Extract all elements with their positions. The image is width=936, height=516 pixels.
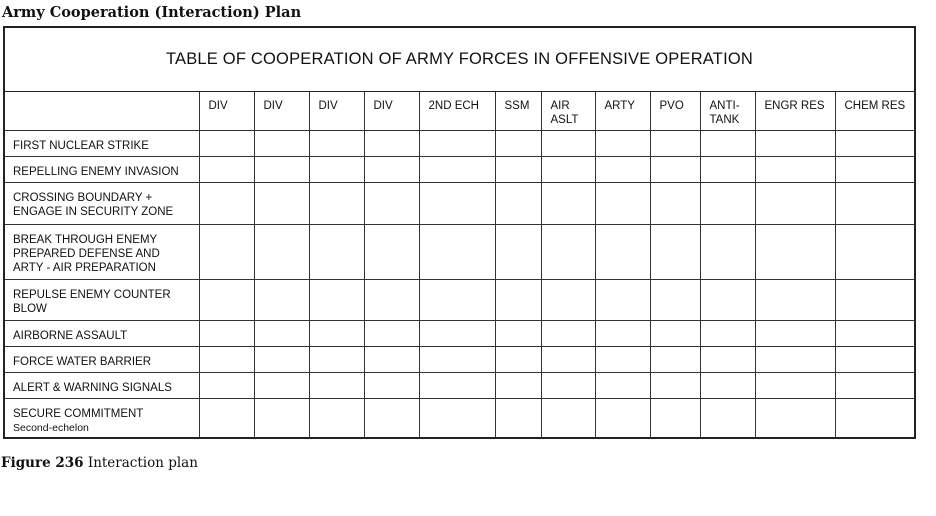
table-cell	[309, 320, 364, 346]
row-label	[5, 224, 199, 279]
table-cell	[700, 279, 755, 320]
table-cell	[835, 130, 914, 156]
table-cell	[364, 398, 419, 438]
table-cell	[199, 372, 254, 398]
column-header: ARTY	[595, 92, 650, 130]
table-cell	[309, 279, 364, 320]
table-cell	[495, 346, 541, 372]
table-cell	[755, 224, 835, 279]
table-cell	[541, 279, 595, 320]
header-row	[5, 92, 914, 130]
table-cell	[419, 130, 495, 156]
table-cell	[495, 398, 541, 438]
table-cell	[595, 372, 650, 398]
table-cell	[650, 320, 700, 346]
column-header: DIV	[364, 92, 419, 130]
table-cell	[309, 156, 364, 182]
table-cell	[419, 320, 495, 346]
table-cell	[495, 182, 541, 224]
row-label-text: AIRBORNE ASSAULT	[13, 329, 128, 342]
column-header: DIV	[254, 92, 309, 130]
table-cell	[254, 346, 309, 372]
row-label-text: CROSSING BOUNDARY + ENGAGE IN SECURITY ZONE	[13, 191, 174, 218]
table-cell	[495, 130, 541, 156]
caption-text: Interaction plan	[87, 455, 198, 471]
table-cell	[419, 224, 495, 279]
row-label	[5, 346, 199, 372]
table-cell	[541, 156, 595, 182]
row-label-text: REPELLING ENEMY INVASION	[13, 165, 179, 178]
column-header: ENGR RES	[755, 92, 835, 130]
table-cell	[254, 279, 309, 320]
table-cell	[199, 182, 254, 224]
page-title: Army Cooperation (Interaction) Plan	[2, 4, 302, 21]
table-cell	[755, 182, 835, 224]
column-header: PVO	[650, 92, 700, 130]
table-row	[5, 182, 914, 224]
corner-cell	[5, 92, 199, 130]
table-cell	[755, 372, 835, 398]
figure-label: Figure 236	[1, 455, 84, 471]
table-cell	[199, 130, 254, 156]
table-cell	[364, 346, 419, 372]
table-cell	[254, 320, 309, 346]
row-label-text: SECURE COMMITMENT	[13, 407, 144, 420]
table-row	[5, 398, 914, 438]
table-cell	[419, 279, 495, 320]
table-cell	[309, 224, 364, 279]
table-cell	[364, 279, 419, 320]
table-cell	[254, 372, 309, 398]
row-label	[5, 372, 199, 398]
row-label-text: ALERT & WARNING SIGNALS	[13, 381, 172, 394]
column-header: SSM	[495, 92, 541, 130]
table-row	[5, 320, 914, 346]
table-row	[5, 279, 914, 320]
table-cell	[254, 182, 309, 224]
table-cell	[254, 398, 309, 438]
row-label-text: BREAK THROUGH ENEMY PREPARED DEFENSE AND ARTY - AIR PREPARATION	[13, 233, 160, 274]
table-row	[5, 130, 914, 156]
table-cell	[495, 156, 541, 182]
cooperation-table	[3, 26, 916, 439]
table-cell	[755, 320, 835, 346]
column-header: AIR ASLT	[541, 92, 595, 130]
table-cell	[835, 398, 914, 438]
table-cell	[755, 279, 835, 320]
table-cell	[835, 279, 914, 320]
table-cell	[495, 224, 541, 279]
row-sublabel-text: Second-echelon	[13, 421, 89, 434]
column-header: DIV	[309, 92, 364, 130]
table-cell	[700, 372, 755, 398]
table-cell	[595, 182, 650, 224]
column-header: ANTI- TANK	[700, 92, 755, 130]
table-cell	[650, 224, 700, 279]
table-cell	[650, 130, 700, 156]
table-cell	[419, 182, 495, 224]
figure-caption	[1, 455, 198, 471]
table-cell	[755, 156, 835, 182]
table-cell	[700, 346, 755, 372]
table-cell	[700, 398, 755, 438]
row-label	[5, 279, 199, 320]
row-label-text: FIRST NUCLEAR STRIKE	[13, 139, 149, 152]
table-cell	[755, 346, 835, 372]
table-cell	[595, 346, 650, 372]
column-header: DIV	[199, 92, 254, 130]
table-cell	[700, 320, 755, 346]
table-cell	[495, 279, 541, 320]
table-cell	[541, 130, 595, 156]
table-cell	[199, 398, 254, 438]
table-cell	[650, 398, 700, 438]
table-cell	[419, 372, 495, 398]
table-cell	[254, 224, 309, 279]
table-cell	[541, 346, 595, 372]
table-cell	[835, 156, 914, 182]
row-label	[5, 398, 199, 438]
table-cell	[541, 182, 595, 224]
table-cell	[595, 320, 650, 346]
row-label	[5, 130, 199, 156]
table-cell	[595, 224, 650, 279]
table-cell	[650, 346, 700, 372]
table-cell	[650, 372, 700, 398]
table-cell	[364, 130, 419, 156]
table-cell	[364, 182, 419, 224]
table-cell	[199, 279, 254, 320]
table-cell	[364, 224, 419, 279]
table-heading: TABLE OF COOPERATION OF ARMY FORCES IN OFFENSIVE OPERATION	[5, 28, 914, 92]
table-cell	[541, 372, 595, 398]
table-cell	[254, 130, 309, 156]
table-cell	[419, 398, 495, 438]
table-cell	[541, 224, 595, 279]
row-label	[5, 156, 199, 182]
table-cell	[595, 398, 650, 438]
table-cell	[595, 279, 650, 320]
column-header: CHEM RES	[835, 92, 914, 130]
table-row	[5, 346, 914, 372]
row-label-text: FORCE WATER BARRIER	[13, 355, 152, 368]
table-cell	[595, 130, 650, 156]
table-cell	[650, 182, 700, 224]
table-cell	[199, 346, 254, 372]
row-label	[5, 320, 199, 346]
table-cell	[309, 130, 364, 156]
table-cell	[199, 156, 254, 182]
table-cell	[495, 320, 541, 346]
table-cell	[835, 224, 914, 279]
table-cell	[541, 320, 595, 346]
table-cell	[309, 372, 364, 398]
table-cell	[700, 130, 755, 156]
table-cell	[254, 156, 309, 182]
row-label-text: REPULSE ENEMY COUNTER BLOW	[13, 288, 171, 315]
table-cell	[700, 182, 755, 224]
table-cell	[309, 398, 364, 438]
table-cell	[835, 372, 914, 398]
table-cell	[650, 279, 700, 320]
table-cell	[419, 156, 495, 182]
table-cell	[835, 182, 914, 224]
table-cell	[364, 320, 419, 346]
table-cell	[700, 156, 755, 182]
table-cell	[650, 156, 700, 182]
table-cell	[309, 182, 364, 224]
table-cell	[541, 398, 595, 438]
cooperation-grid	[5, 92, 914, 438]
table-cell	[700, 224, 755, 279]
table-row	[5, 372, 914, 398]
table-cell	[835, 320, 914, 346]
table-row	[5, 156, 914, 182]
table-cell	[419, 346, 495, 372]
table-cell	[364, 156, 419, 182]
table-cell	[595, 156, 650, 182]
table-cell	[755, 398, 835, 438]
table-row	[5, 224, 914, 279]
table-cell	[495, 372, 541, 398]
table-cell	[199, 224, 254, 279]
table-cell	[199, 320, 254, 346]
table-cell	[364, 372, 419, 398]
row-label	[5, 182, 199, 224]
table-cell	[755, 130, 835, 156]
column-header: 2ND ECH	[419, 92, 495, 130]
table-cell	[309, 346, 364, 372]
table-cell	[835, 346, 914, 372]
